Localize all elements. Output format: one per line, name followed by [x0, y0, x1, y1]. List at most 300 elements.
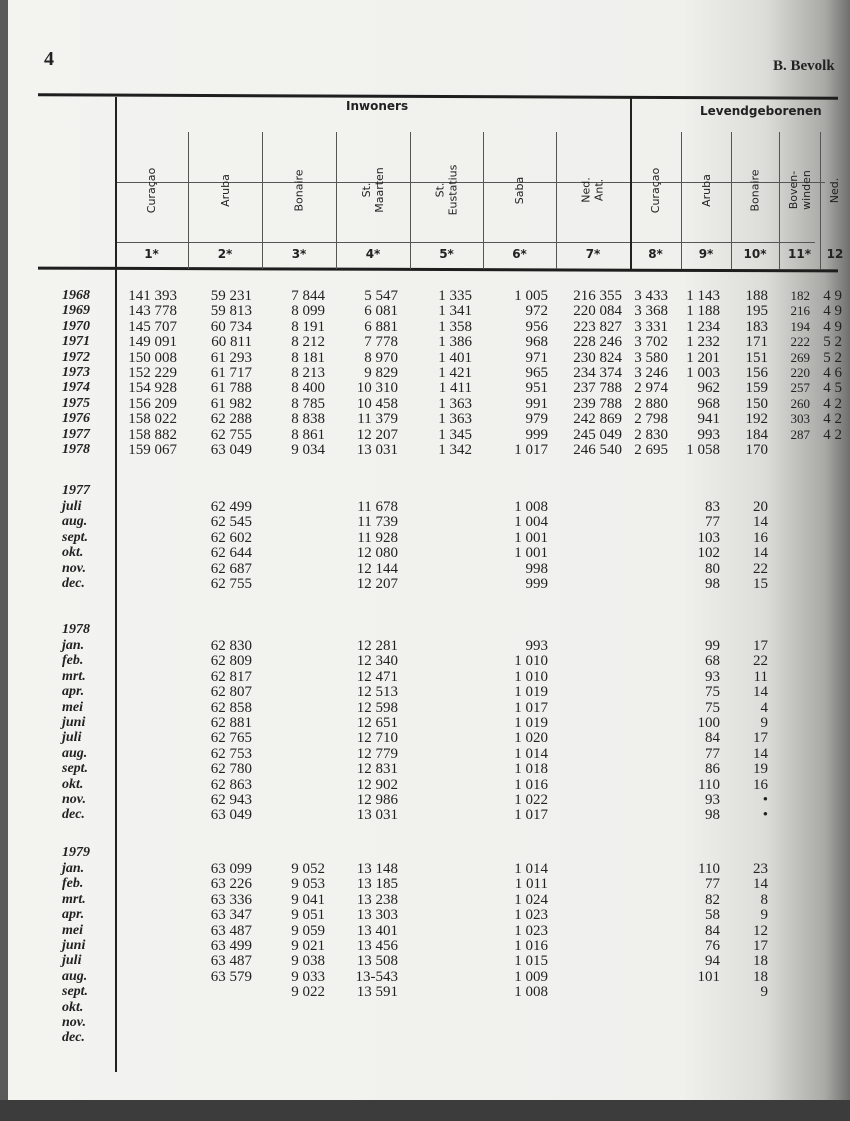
table-cell: 14 [753, 514, 768, 531]
table-cell: 83 [705, 499, 720, 515]
monthly-block [0, 861, 850, 1046]
table-cell: 101 [697, 968, 720, 985]
table-cell: 1 358 [438, 318, 472, 335]
table-cell: 4 9 [823, 288, 842, 304]
table-row [0, 761, 850, 776]
table-cell: 9 052 [291, 861, 325, 877]
table-cell: 4 9 [823, 303, 842, 320]
table-cell: 62 499 [210, 499, 252, 515]
table-cell: 968 [697, 395, 720, 412]
group-inwoners: Inwoners [346, 99, 409, 113]
table-cell: 3 246 [634, 364, 668, 381]
column-number: 3* [291, 247, 307, 261]
table-row [0, 545, 850, 560]
table-cell: 59 231 [210, 288, 252, 304]
table-cell: 993 [697, 426, 720, 443]
table-cell: 22 [753, 560, 768, 577]
table-cell: 62 687 [210, 560, 252, 577]
column-header-label: Bonaire [748, 168, 762, 212]
table-cell: 1 188 [686, 303, 720, 320]
table-cell: 7 844 [291, 288, 325, 304]
table-row [0, 334, 850, 349]
table-cell: 1 421 [438, 364, 472, 381]
table-cell: 1 003 [686, 364, 720, 381]
table-cell: 98 [705, 807, 720, 824]
table-cell: 9 033 [291, 968, 325, 985]
table-cell: 303 [790, 411, 810, 427]
table-cell: 220 084 [573, 303, 622, 320]
table-cell: 237 788 [573, 380, 622, 397]
table-cell: 9 [760, 984, 768, 1001]
table-cell: 1 001 [514, 529, 548, 546]
row-label: aug. [62, 968, 88, 984]
table-cell: 77 [705, 514, 720, 531]
row-label: 1973 [62, 364, 90, 380]
table-row [0, 861, 850, 876]
block-year: 1979 [62, 845, 90, 860]
column-header [681, 135, 731, 245]
table-cell: 158 022 [128, 411, 177, 428]
column-header-label: Ned. [828, 177, 842, 203]
table-cell: 63 336 [210, 891, 252, 908]
table-cell: 12 340 [356, 653, 398, 670]
table-cell: 63 099 [210, 861, 252, 877]
table-row [0, 561, 850, 576]
table-cell: 993 [525, 638, 548, 654]
table-cell: 84 [705, 922, 720, 939]
row-label: 1971 [62, 334, 90, 350]
table-cell: 77 [705, 876, 720, 893]
table-cell: 3 331 [634, 318, 668, 335]
table-cell: 9 059 [291, 922, 325, 939]
table-cell: 93 [705, 791, 720, 808]
table-cell: 18 [753, 968, 768, 985]
table-cell: 17 [753, 638, 768, 654]
annual-block [0, 288, 850, 457]
column-header-label: Aruba [218, 173, 232, 207]
table-cell: 228 246 [573, 334, 622, 351]
table-cell: 14 [753, 745, 768, 762]
table-cell: 188 [745, 288, 768, 304]
table-row [0, 1015, 850, 1030]
table-cell: 999 [525, 575, 548, 592]
table-row [0, 396, 850, 411]
table-cell: 182 [790, 288, 810, 303]
row-label: 1972 [62, 349, 90, 365]
column-number: 7* [585, 247, 601, 261]
row-label: jan. [62, 861, 85, 876]
row-label: apr. [62, 907, 85, 923]
table-cell: 13 148 [356, 861, 398, 877]
table-cell: 13 185 [356, 876, 398, 893]
table-cell: 6 081 [364, 303, 398, 320]
table-cell: 9 [760, 907, 768, 924]
table-cell: 999 [525, 426, 548, 443]
table-cell: 80 [705, 560, 720, 577]
row-label: 1969 [62, 303, 90, 319]
table-cell: 1 335 [438, 288, 472, 304]
column-header [188, 135, 262, 245]
column-number: 1* [144, 247, 159, 261]
table-cell: 12 207 [356, 426, 398, 443]
table-cell: 183 [745, 318, 768, 335]
column-header-label: Ned. Ant. [579, 177, 606, 203]
table-cell: 13 238 [356, 891, 398, 908]
table-cell: 1 022 [514, 791, 548, 808]
row-label: mrt. [62, 891, 86, 907]
table-cell: 1 020 [514, 730, 548, 747]
table-cell: 9 051 [291, 907, 325, 924]
table-row [0, 350, 850, 365]
table-cell: 972 [525, 303, 548, 320]
table-cell: 1 001 [514, 545, 548, 562]
table-cell: 1 234 [686, 318, 720, 335]
table-cell: 62 881 [210, 714, 252, 731]
column-header [820, 135, 850, 245]
table-cell: 1 005 [514, 288, 548, 304]
table-row [0, 653, 850, 668]
row-label: 1977 [62, 426, 90, 442]
table-row [0, 876, 850, 891]
row-label: aug. [62, 745, 88, 761]
row-label: juni [62, 714, 86, 730]
table-cell: 13 591 [356, 984, 398, 1001]
table-cell: 1 008 [514, 499, 548, 515]
table-cell: 12 513 [356, 684, 398, 701]
table-cell: 979 [525, 411, 548, 428]
table-cell: 239 788 [573, 395, 622, 412]
table-cell: 991 [525, 395, 548, 412]
table-cell: 269 [790, 349, 810, 365]
row-label: nov. [62, 1014, 86, 1030]
table-cell: 63 347 [210, 907, 252, 924]
table-cell: 1 411 [438, 380, 472, 397]
table-cell: 9 041 [291, 891, 325, 908]
table-cell: 99 [705, 638, 720, 654]
table-cell: 222 [790, 334, 810, 350]
table-row [0, 730, 850, 745]
table-cell: 1 019 [514, 714, 548, 731]
table-cell: 13 031 [356, 807, 398, 824]
table-cell: 9 053 [291, 876, 325, 893]
table-row [0, 669, 850, 684]
table-cell: 11 [753, 668, 768, 685]
table-cell: 3 702 [634, 334, 668, 351]
table-cell: 216 [790, 303, 810, 319]
table-cell: 1 016 [514, 776, 548, 793]
table-cell: 145 707 [128, 318, 177, 335]
table-cell: 2 695 [634, 441, 668, 458]
table-cell: 4 [760, 699, 768, 716]
table-cell: 6 881 [364, 318, 398, 335]
table-row [0, 427, 850, 442]
table-cell: 1 014 [514, 745, 548, 762]
table-cell: 62 753 [210, 745, 252, 762]
table-cell: 287 [790, 426, 810, 442]
table-row [0, 907, 850, 922]
table-cell: 1 015 [514, 953, 548, 970]
table-cell: 2 830 [634, 426, 668, 443]
column-number: 9* [698, 247, 714, 261]
table-cell: 11 678 [357, 499, 398, 515]
table-cell: 257 [790, 380, 810, 396]
table-cell: 63 226 [210, 876, 252, 893]
table-cell: 158 882 [128, 426, 177, 443]
table-cell: 1 014 [514, 861, 548, 877]
table-cell: 1 058 [686, 441, 720, 458]
row-label: sept. [62, 761, 89, 777]
column-header [410, 135, 483, 245]
table-cell: 1 401 [438, 349, 472, 366]
table-cell: 156 [745, 364, 768, 381]
table-cell: 171 [745, 334, 768, 351]
column-header-label: Curaçao [649, 167, 662, 213]
table-cell: 1 018 [514, 761, 548, 778]
table-row [0, 684, 850, 699]
table-cell: 141 393 [128, 288, 177, 304]
table-cell: 62 780 [210, 761, 252, 778]
table-cell: 8 838 [291, 411, 325, 428]
table-row [0, 319, 850, 334]
table-cell: 192 [745, 411, 768, 428]
table-cell: 12 710 [356, 730, 398, 747]
table-cell: 13-543 [355, 968, 398, 985]
table-cell: 4 9 [823, 318, 842, 335]
column-number: 8* [648, 247, 663, 261]
table-cell: 14 [753, 684, 768, 701]
table-cell: 194 [790, 318, 810, 334]
column-header-label: Curaçao [145, 167, 158, 213]
table-cell: 230 824 [573, 349, 622, 366]
table-cell: 12 [753, 922, 768, 939]
table-cell: 7 778 [364, 334, 398, 351]
table-cell: 62 602 [210, 529, 252, 546]
column-number: 2* [217, 247, 233, 261]
table-row [0, 984, 850, 999]
table-row [0, 288, 850, 303]
table-cell: 8 191 [291, 318, 325, 335]
table-cell: 12 281 [356, 638, 398, 654]
table-cell: 968 [525, 334, 548, 351]
table-cell: 4 6 [823, 364, 842, 381]
row-label: mei [62, 922, 83, 938]
column-header-label: Saba [512, 176, 526, 204]
table-row [0, 700, 850, 715]
table-cell: 150 [745, 395, 768, 412]
table-cell: 59 813 [210, 303, 252, 320]
table-row [0, 514, 850, 529]
table-cell: 62 755 [210, 426, 252, 443]
table-cell: 8 099 [291, 303, 325, 320]
column-number: 10* [743, 247, 767, 261]
row-label: 1975 [62, 395, 90, 411]
row-label: mei [62, 699, 83, 715]
table-cell: 8 785 [291, 395, 325, 412]
table-cell: 1 017 [514, 807, 548, 824]
row-label: nov. [62, 791, 86, 807]
table-cell: 4 5 [823, 380, 842, 397]
row-label: sept. [62, 984, 89, 1000]
table-cell: 23 [753, 861, 768, 877]
table-cell: 1 008 [514, 984, 548, 1001]
group-levendgeborenen: Levendgeborenen [700, 104, 822, 118]
row-label: dec. [62, 575, 85, 591]
table-cell: 12 902 [356, 776, 398, 793]
table-row [0, 380, 850, 395]
table-cell: 14 [753, 545, 768, 562]
table-cell: 9 [760, 714, 768, 731]
row-label: juli [62, 730, 82, 746]
table-cell: 60 811 [211, 334, 252, 351]
row-label: okt. [62, 776, 84, 792]
row-label: feb. [62, 876, 84, 892]
table-cell: 1 009 [514, 968, 548, 985]
row-label: 1978 [62, 441, 90, 457]
monthly-block [0, 638, 850, 823]
table-row [0, 746, 850, 761]
column-header [630, 135, 681, 245]
table-cell: 16 [753, 776, 768, 793]
column-number: 4* [365, 247, 381, 261]
column-header [779, 135, 820, 245]
table-cell: 1 386 [438, 334, 472, 351]
table-cell: 1 004 [514, 514, 548, 531]
table-cell: 11 928 [357, 529, 398, 546]
table-cell: 62 830 [210, 638, 252, 654]
table-cell: 5 547 [364, 288, 398, 304]
table-cell: 2 880 [634, 395, 668, 412]
table-row [0, 638, 850, 653]
table-cell: 962 [697, 380, 720, 397]
column-number: 5* [439, 247, 454, 261]
table-cell: 1 363 [438, 411, 472, 428]
table-cell: 159 067 [128, 441, 177, 458]
table-cell: 1 016 [514, 937, 548, 954]
table-row [0, 530, 850, 545]
table-cell: 12 779 [356, 745, 398, 762]
table-cell: 1 345 [438, 426, 472, 443]
table-cell: 8 861 [291, 426, 325, 443]
table-cell: 223 827 [573, 318, 622, 335]
column-number: 6* [512, 247, 527, 261]
row-label: okt. [62, 545, 84, 561]
table-row [0, 777, 850, 792]
table-cell: 971 [525, 349, 548, 366]
monthly-block [0, 499, 850, 591]
row-label: okt. [62, 999, 84, 1015]
table-cell: 13 401 [356, 922, 398, 939]
table-cell: 8 212 [291, 334, 325, 351]
table-cell: 93 [705, 668, 720, 685]
column-header [731, 135, 779, 245]
table-cell: 156 209 [128, 395, 177, 412]
table-cell: 62 765 [210, 730, 252, 747]
table-cell: 8 181 [291, 349, 325, 366]
table-cell: 17 [753, 937, 768, 954]
table-cell: 63 049 [210, 807, 252, 824]
table-row [0, 442, 850, 457]
table-cell: 77 [705, 745, 720, 762]
table-cell: 103 [697, 529, 720, 546]
row-label: sept. [62, 529, 89, 545]
table-cell: 62 644 [210, 545, 252, 562]
table-cell: 12 831 [356, 761, 398, 778]
table-row [0, 715, 850, 730]
table-cell: 62 807 [210, 684, 252, 701]
table-cell: 63 049 [210, 441, 252, 458]
row-label: feb. [62, 653, 84, 669]
table-row [0, 303, 850, 318]
table-cell: 17 [753, 730, 768, 747]
row-label: juli [62, 953, 82, 969]
table-cell: 62 755 [210, 575, 252, 592]
table-cell: 8 970 [364, 349, 398, 366]
table-cell: 12 207 [356, 575, 398, 592]
table-cell: 14 [753, 876, 768, 893]
table-cell: 110 [698, 861, 720, 877]
table-cell: 76 [705, 937, 720, 954]
table-cell: 260 [790, 395, 810, 411]
table-cell: 1 017 [514, 441, 548, 458]
table-cell: 195 [745, 303, 768, 320]
table-cell: 22 [753, 653, 768, 670]
table-cell: 61 788 [210, 380, 252, 397]
row-label: 1976 [62, 411, 90, 427]
table-cell: 13 456 [356, 937, 398, 954]
table-cell: 12 080 [356, 545, 398, 562]
table-cell: 62 809 [210, 653, 252, 670]
table-cell: 68 [705, 653, 720, 670]
table-cell: 110 [698, 776, 720, 793]
column-number: 12 [826, 247, 844, 261]
table-cell: • [762, 791, 768, 808]
scan-edge [0, 1100, 850, 1121]
table-row [0, 792, 850, 807]
table-cell: 149 091 [128, 334, 177, 351]
row-label: mrt. [62, 668, 86, 684]
column-header-label: St. Eustatius [433, 164, 460, 216]
table-cell: 956 [525, 318, 548, 335]
table-cell: 220 [790, 364, 810, 380]
table-row [0, 969, 850, 984]
table-cell: 216 355 [573, 288, 622, 304]
table-cell: 8 213 [291, 364, 325, 381]
table-cell: 11 739 [357, 514, 398, 531]
table-cell: 170 [745, 441, 768, 458]
table-cell: 1 342 [438, 441, 472, 458]
table-cell: 62 545 [210, 514, 252, 531]
table-cell: 62 288 [210, 411, 252, 428]
table-cell: 8 [760, 891, 768, 908]
table-cell: 4 2 [823, 395, 842, 412]
table-cell: 16 [753, 529, 768, 546]
table-cell: 12 598 [356, 699, 398, 716]
table-cell: 61 717 [210, 364, 252, 381]
row-label: dec. [62, 807, 85, 823]
table-cell: 12 471 [356, 668, 398, 685]
row-label: nov. [62, 560, 86, 576]
table-cell: 9 038 [291, 953, 325, 970]
table-cell: 102 [697, 545, 720, 562]
column-header [556, 135, 630, 245]
table-cell: 2 798 [634, 411, 668, 428]
table-cell: 75 [705, 684, 720, 701]
table-cell: 15 [753, 575, 768, 592]
row-label: apr. [62, 684, 85, 700]
column-header-label: Aruba [699, 173, 713, 207]
table-cell: • [762, 807, 768, 824]
table-cell: 151 [745, 349, 768, 366]
